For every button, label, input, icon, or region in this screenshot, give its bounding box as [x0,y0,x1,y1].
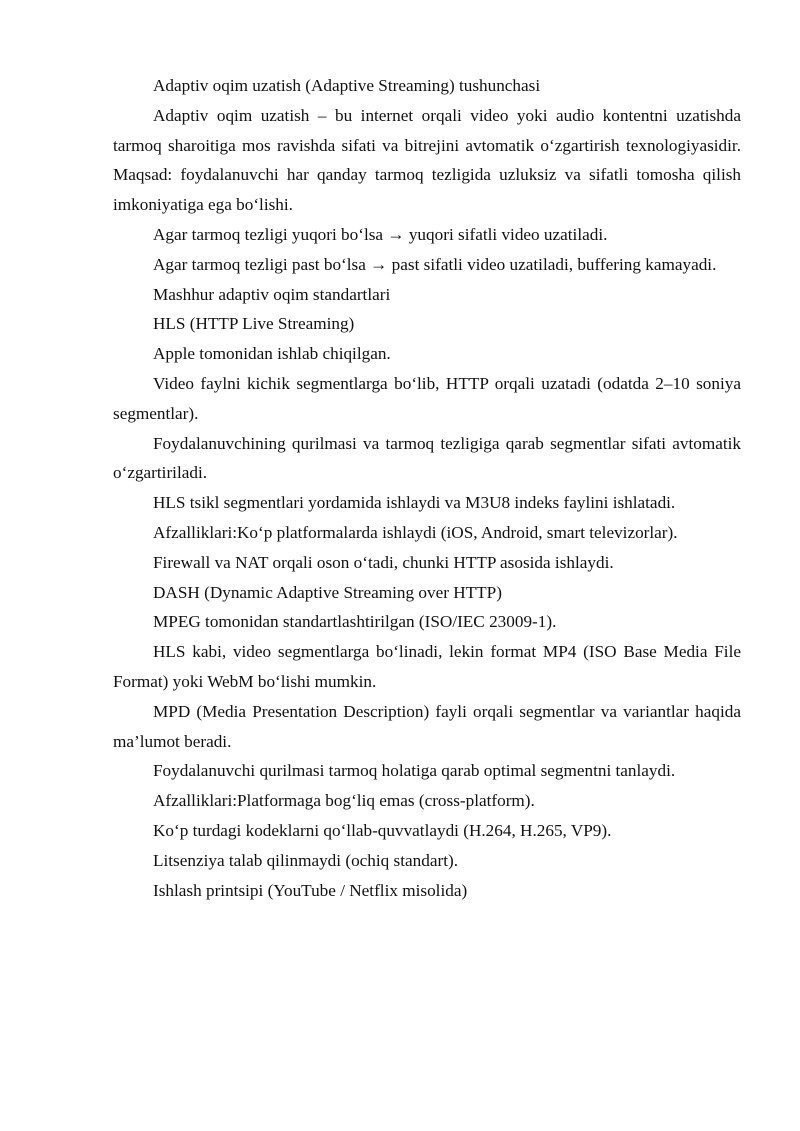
paragraph-hls-segments: Video faylni kichik segmentlarga bo‘lib, HTTP orqali uzatadi (odatda 2–10 soniya segmentlar). [113,373,741,423]
document-page [113,71,741,905]
heading-popular-standards: Mashhur adaptiv oqim standartlari [153,284,391,304]
paragraph-hls-quality: Foydalanuvchining qurilmasi va tarmoq tezligiga qarab segmentlar sifati avtomatik o‘zgartiriladi. [113,433,741,483]
heading-adaptive-streaming: Adaptiv oqim uzatish (Adaptive Streaming) tushunchasi [153,76,541,95]
paragraph-high-speed: Agar tarmoq tezligi yuqori bo‘lsa → yuqori sifatli video uzatiladi. [153,224,608,244]
paragraph-dash-mpeg: MPEG tomonidan standartlashtirilgan (ISO/IEC 23009-1). [153,612,557,632]
paragraph-hls-apple: Apple tomonidan ishlab chiqilgan. [153,344,391,364]
paragraph-hls-advantages: Afzalliklari:Ko‘p platformalarda ishlaydi (iOS, Android, smart televizorlar). [153,522,678,542]
paragraph-hls-firewall: Firewall va NAT orqali oson o‘tadi, chunki HTTP asosida ishlaydi. [153,552,614,572]
paragraph-dash-optimal: Foydalanuvchi qurilmasi tarmoq holatiga qarab optimal segmentni tanlaydi. [153,761,676,781]
paragraph-dash-format: HLS kabi, video segmentlarga bo‘linadi, lekin format MP4 (ISO Base Media File Format) yoki WebM bo‘lishi mumkin. [113,642,741,691]
paragraph-dash-license: Litsenziya talab qilinmaydi (ochiq standart). [153,850,458,870]
paragraph-definition: Adaptiv oqim uzatish – bu internet orqali video yoki audio kontentni uzatishda tarmoq sharoitiga mos ravishda sifati va bitrejini avtomatik o‘zgartirish texnologiyasidir. Maqsad: foydalanuvchi har qanday tarmoq tezligida uzluksiz va sifatli tomosha qilish imkoniyatiga ega bo‘lishi. [113,105,741,215]
paragraph-dash-mpd: MPD (Media Presentation Description) fayli orqali segmentlar va variantlar haqida ma’lumot beradi. [113,701,741,751]
paragraph-dash-codecs: Ko‘p turdagi kodeklarni qo‘llab-quvvatlaydi (H.264, H.265, VP9). [153,820,612,840]
heading-hls: HLS (HTTP Live Streaming) [153,314,355,334]
paragraph-dash-advantages: Afzalliklari:Platformaga bog‘liq emas (cross-platform). [153,791,535,811]
paragraph-hls-m3u8: HLS tsikl segmentlari yordamida ishlaydi va M3U8 indeks faylini ishlatadi. [153,493,676,513]
heading-dash: DASH (Dynamic Adaptive Streaming over HTTP) [153,582,502,602]
paragraph-low-speed: Agar tarmoq tezligi past bo‘lsa → past sifatli video uzatiladi, buffering kamayadi. [153,254,717,274]
heading-working-principle: Ishlash printsipi (YouTube / Netflix misolida) [153,880,468,900]
